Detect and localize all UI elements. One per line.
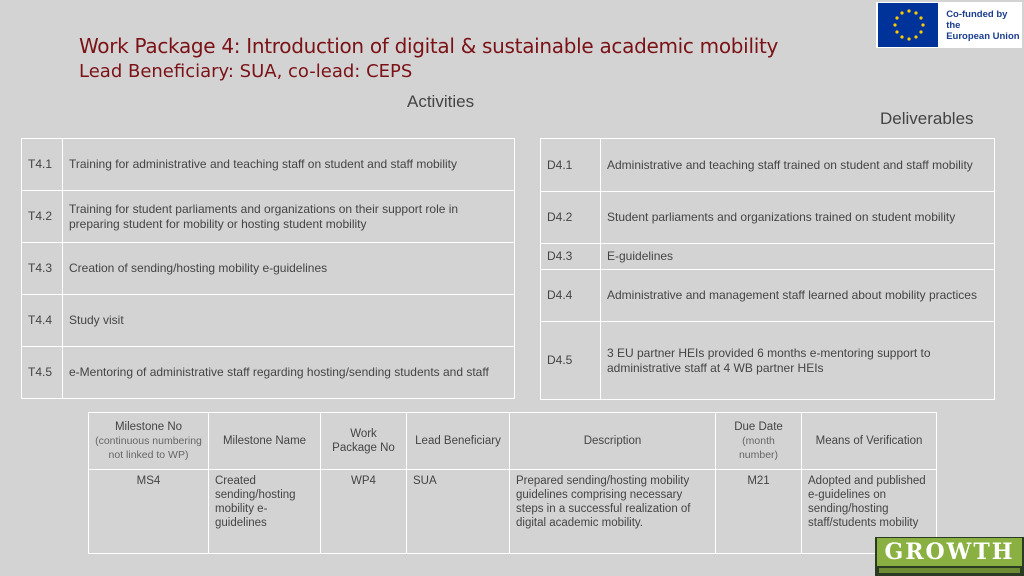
milestone-description: Prepared sending/hosting mobility guidelines comprising necessary steps in a successful realization of digital academic mobility.	[510, 470, 716, 554]
activity-row	[22, 243, 515, 295]
deliverable-text: Student parliaments and organizations trained on student mobility	[601, 192, 995, 244]
page-subtitle: Lead Beneficiary: SUA, co-lead: CEPS	[79, 61, 413, 82]
eu-logo-line1: Co-funded by the	[946, 8, 1008, 31]
growth-logo	[875, 537, 1024, 576]
milestone-row	[89, 470, 937, 554]
milestone-no: MS4	[89, 470, 209, 554]
milestone-header-row	[89, 413, 937, 470]
eu-logo-text	[946, 9, 1022, 42]
activity-text: e-Mentoring of administrative staff regarding hosting/sending students and staff	[63, 347, 515, 399]
deliverable-code: D4.2	[541, 192, 601, 244]
header-milestone-no	[89, 413, 209, 470]
header-means-of-verification: Means of Verification	[802, 413, 937, 470]
activity-code: T4.3	[22, 243, 63, 295]
page-title: Work Package 4: Introduction of digital & sustainable academic mobility	[79, 34, 779, 58]
header-due-date-note: (month number)	[738, 435, 779, 461]
activity-row	[22, 139, 515, 191]
header-milestone-no-note: (continuous numbering not linked to WP)	[95, 435, 202, 461]
activity-row	[22, 191, 515, 243]
header-description: Description	[510, 413, 716, 470]
deliverable-code: D4.5	[541, 322, 601, 400]
deliverable-code: D4.3	[541, 244, 601, 270]
milestone-lead: SUA	[407, 470, 510, 554]
deliverable-row	[541, 322, 995, 400]
growth-logo-bar	[879, 568, 1020, 573]
deliverables-heading: Deliverables	[880, 109, 974, 128]
deliverable-text: 3 EU partner HEIs provided 6 months e-mentoring support to administrative staff at 4 WB partner HEIs	[601, 322, 995, 400]
activity-text: Study visit	[63, 295, 515, 347]
header-due-date	[716, 413, 802, 470]
deliverable-text: Administrative and teaching staff trained on student and staff mobility	[601, 139, 995, 192]
activity-code: T4.4	[22, 295, 63, 347]
eu-flag-icon	[878, 3, 938, 47]
activities-table	[21, 138, 515, 399]
milestone-table	[88, 412, 937, 554]
deliverable-row	[541, 192, 995, 244]
deliverables-table	[540, 138, 995, 400]
deliverable-row	[541, 139, 995, 192]
activity-row	[22, 347, 515, 399]
activity-text: Training for administrative and teaching staff on student and staff mobility	[63, 139, 515, 191]
deliverable-text: E-guidelines	[601, 244, 995, 270]
milestone-work-package: WP4	[321, 470, 407, 554]
header-lead-beneficiary: Lead Beneficiary	[407, 413, 510, 470]
activities-heading: Activities	[407, 92, 475, 111]
deliverable-row	[541, 244, 995, 270]
header-work-package: Work Package No	[321, 413, 407, 470]
deliverable-code: D4.4	[541, 270, 601, 322]
activity-code: T4.1	[22, 139, 63, 191]
activity-text: Training for student parliaments and organizations on their support role in preparing student for mobility or hosting student mobility	[63, 191, 515, 243]
deliverable-row	[541, 270, 995, 322]
header-milestone-no-label: Milestone No	[114, 421, 183, 433]
milestone-name: Created sending/hosting mobility e-guidelines	[209, 470, 321, 554]
activity-row	[22, 295, 515, 347]
activity-text: Creation of sending/hosting mobility e-guidelines	[63, 243, 515, 295]
header-due-date-label: Due Date	[734, 421, 783, 433]
milestone-due-date: M21	[716, 470, 802, 554]
growth-logo-text: GROWTH	[877, 538, 1022, 566]
activity-code: T4.2	[22, 191, 63, 243]
eu-cofunded-logo	[876, 2, 1022, 48]
deliverable-code: D4.1	[541, 139, 601, 192]
eu-logo-line2: European Union	[946, 30, 1020, 42]
header-milestone-name: Milestone Name	[209, 413, 321, 470]
deliverable-text: Administrative and management staff learned about mobility practices	[601, 270, 995, 322]
activity-code: T4.5	[22, 347, 63, 399]
milestone-verification: Adopted and published e-guidelines on sending/hosting staff/students mobility	[802, 470, 937, 554]
